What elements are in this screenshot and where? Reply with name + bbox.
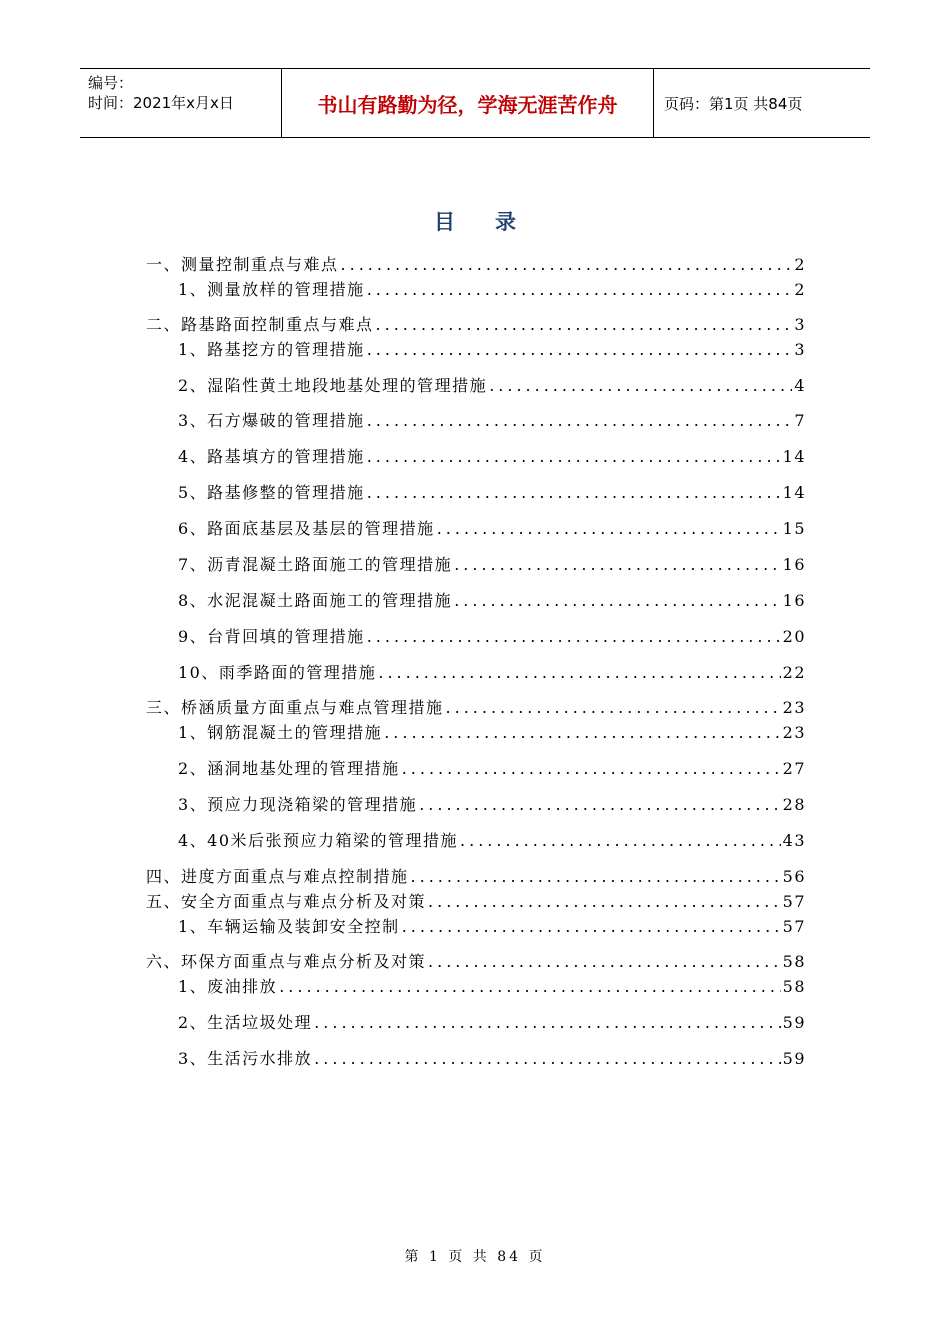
- toc-entry-label: 1、钢筋混凝土的管理措施: [178, 723, 383, 742]
- toc-entry[interactable]: [146, 314, 806, 336]
- toc-entry-label: 1、车辆运输及装卸安全控制: [178, 917, 400, 936]
- toc-entry[interactable]: [178, 482, 806, 504]
- toc-entry-page: 20: [782, 627, 806, 646]
- toc-entry[interactable]: [146, 891, 806, 913]
- toc-leader-dots: [367, 626, 781, 648]
- toc-entry[interactable]: [178, 916, 806, 938]
- toc-leader-dots: [454, 590, 780, 612]
- toc-leader-dots: [411, 866, 781, 888]
- toc-entry-page: 27: [782, 759, 806, 778]
- toc-entry-page: 58: [782, 977, 806, 996]
- toc-entry[interactable]: [146, 254, 806, 276]
- toc-leader-dots: [446, 697, 781, 719]
- toc-entry-page: 28: [782, 795, 806, 814]
- toc-entry-page: 4: [794, 376, 806, 395]
- header-page-info: 页码：第1页 共84页: [664, 94, 803, 113]
- toc-leader-dots: [367, 446, 781, 468]
- toc-leader-dots: [376, 314, 793, 336]
- toc-entry-page: 58: [782, 952, 806, 971]
- toc-entry[interactable]: [178, 722, 806, 744]
- toc-entry-page: 43: [782, 831, 806, 850]
- toc-entry[interactable]: [178, 554, 806, 576]
- toc-leader-dots: [341, 254, 793, 276]
- toc-leader-dots: [489, 375, 792, 397]
- toc-entry[interactable]: [178, 830, 806, 852]
- toc-entry-page: 16: [782, 555, 806, 574]
- toc-entry[interactable]: [178, 662, 806, 684]
- toc-leader-dots: [367, 339, 793, 361]
- toc-leader-dots: [402, 916, 781, 938]
- toc-entry-label: 5、路基修整的管理措施: [178, 483, 365, 502]
- toc-leader-dots: [367, 410, 793, 432]
- toc-leader-dots: [437, 518, 781, 540]
- toc-title: 目录: [434, 209, 556, 234]
- toc-entry-page: 23: [782, 723, 806, 742]
- toc-entry-label: 10、雨季路面的管理措施: [178, 663, 377, 682]
- page-footer: 第 1 页 共 84 页: [404, 1249, 546, 1265]
- toc-entry-page: 59: [782, 1049, 806, 1068]
- toc-entry-label: 4、40米后张预应力箱梁的管理措施: [178, 831, 459, 850]
- toc-entry-page: 14: [782, 483, 806, 502]
- toc-entry-label: 1、废油排放: [178, 977, 278, 996]
- toc-entry[interactable]: [178, 626, 806, 648]
- toc-entry-page: 15: [782, 519, 806, 538]
- toc-entry-page: 23: [782, 698, 806, 717]
- toc-entry-label: 一、测量控制重点与难点: [146, 255, 339, 274]
- toc-entry[interactable]: [178, 794, 806, 816]
- toc-entry[interactable]: [146, 951, 806, 973]
- toc-entry-label: 7、沥青混凝土路面施工的管理措施: [178, 555, 453, 574]
- header-motto: 书山有路勤为径，学海无涯苦作舟: [282, 69, 654, 137]
- toc-leader-dots: [402, 758, 781, 780]
- toc-entry-label: 8、水泥混凝土路面施工的管理措施: [178, 591, 453, 610]
- toc-entry-page: 2: [794, 280, 806, 299]
- toc-entry[interactable]: [178, 279, 806, 301]
- page-header: [80, 68, 870, 138]
- toc-entry-page: 57: [782, 892, 806, 911]
- toc-entry[interactable]: [178, 446, 806, 468]
- toc-entry-label: 二、路基路面控制重点与难点: [146, 315, 374, 334]
- toc-entry[interactable]: [178, 590, 806, 612]
- toc-entry-label: 2、湿陷性黄土地段地基处理的管理措施: [178, 376, 488, 395]
- toc-entry-label: 2、生活垃圾处理: [178, 1013, 313, 1032]
- toc-leader-dots: [378, 662, 780, 684]
- toc-entry-label: 4、路基填方的管理措施: [178, 447, 365, 466]
- toc-entry-label: 1、测量放样的管理措施: [178, 280, 365, 299]
- toc-entry-label: 1、路基挖方的管理措施: [178, 340, 365, 359]
- toc-leader-dots: [279, 976, 780, 998]
- toc-leader-dots: [367, 279, 793, 301]
- toc-entry-label: 6、路面底基层及基层的管理措施: [178, 519, 435, 538]
- toc-leader-dots: [428, 951, 781, 973]
- header-meta: [80, 69, 282, 137]
- toc-leader-dots: [384, 722, 780, 744]
- toc-entry-page: 59: [782, 1013, 806, 1032]
- toc-leader-dots: [314, 1012, 780, 1034]
- toc-entry[interactable]: [178, 1012, 806, 1034]
- document-time-label: 时间：2021年x月x日: [88, 94, 234, 112]
- toc-leader-dots: [428, 891, 781, 913]
- toc-entry[interactable]: [178, 976, 806, 998]
- toc-entry-label: 2、涵洞地基处理的管理措施: [178, 759, 400, 778]
- toc-entry-page: 2: [794, 255, 806, 274]
- toc-entry-label: 3、石方爆破的管理措施: [178, 411, 365, 430]
- toc-entry[interactable]: [178, 339, 806, 361]
- toc-entry-label: 四、进度方面重点与难点控制措施: [146, 867, 409, 886]
- toc-leader-dots: [460, 830, 781, 852]
- toc-entry-page: 57: [782, 917, 806, 936]
- toc-entry-label: 三、桥涵质量方面重点与难点管理措施: [146, 698, 444, 717]
- toc-entry-label: 3、生活污水排放: [178, 1049, 313, 1068]
- toc-entry-page: 22: [782, 663, 806, 682]
- toc-entry-page: 16: [782, 591, 806, 610]
- toc-entry-page: 56: [782, 867, 806, 886]
- toc-entry[interactable]: [178, 375, 806, 397]
- toc-entry-label: 五、安全方面重点与难点分析及对策: [146, 892, 427, 911]
- toc-entry-page: 7: [794, 411, 806, 430]
- toc-entry-page: 14: [782, 447, 806, 466]
- toc-entry[interactable]: [178, 758, 806, 780]
- toc-entry[interactable]: [178, 518, 806, 540]
- toc-entry-label: 3、预应力现浇箱梁的管理措施: [178, 795, 418, 814]
- toc-entry[interactable]: [178, 1048, 806, 1070]
- toc-leader-dots: [419, 794, 780, 816]
- document-number-label: 编号：: [88, 74, 134, 92]
- toc-entry-page: 3: [794, 340, 806, 359]
- toc-entry-label: 9、台背回填的管理措施: [178, 627, 365, 646]
- toc-entry[interactable]: [178, 410, 806, 432]
- toc-entry[interactable]: [146, 866, 806, 888]
- toc-leader-dots: [454, 554, 780, 576]
- toc-leader-dots: [314, 1048, 780, 1070]
- toc-entry-label: 六、环保方面重点与难点分析及对策: [146, 952, 427, 971]
- toc-leader-dots: [367, 482, 781, 504]
- toc-entry-page: 3: [794, 315, 806, 334]
- toc-entry[interactable]: [146, 697, 806, 719]
